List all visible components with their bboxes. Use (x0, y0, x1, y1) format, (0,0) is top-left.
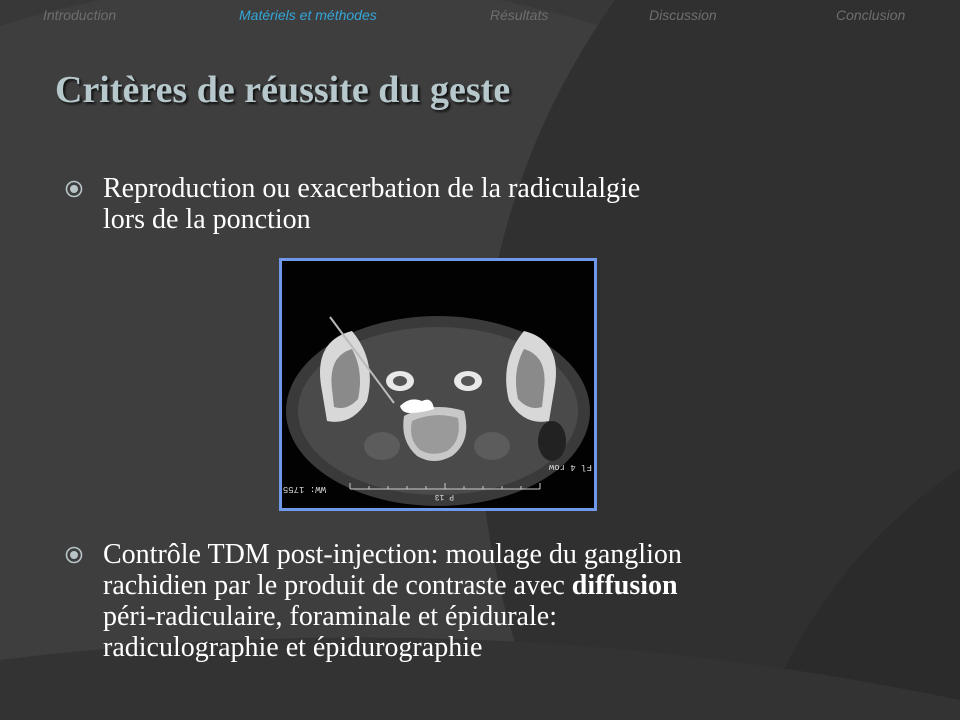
bullet-text-bold: diffusion (571, 570, 678, 601)
slide-title: Critères de réussite du geste (55, 69, 511, 111)
nav-item-discussion[interactable]: Discussion (649, 7, 717, 23)
bullet-text-segment: rachidien par le produit de contraste avec (103, 570, 572, 601)
bullet-text-line: Contrôle TDM post-injection: moulage du ganglion (103, 539, 682, 570)
bullet-text-line: lors de la ponction (103, 204, 311, 235)
section-navigation (0, 6, 960, 26)
ct-label-center: P 13 (434, 492, 454, 501)
nav-item-introduction[interactable]: Introduction (43, 7, 117, 23)
ct-label-right: Fl 4 row (548, 462, 592, 472)
bullet-marker-icon (65, 546, 83, 564)
bullet-item (103, 173, 823, 235)
bullet-text-line: péri-radiculaire, foraminale et épidurale: (103, 601, 557, 632)
bullet-text-line (103, 570, 843, 601)
bullet-text-line: radiculographie et épidurographie (103, 632, 483, 663)
bullet-text-line: Reproduction ou exacerbation de la radiculalgie (103, 173, 641, 204)
nav-item-resultats[interactable]: Résultats (490, 7, 549, 23)
bullet-item (103, 539, 843, 663)
nav-item-conclusion[interactable]: Conclusion (836, 7, 906, 23)
bullet-marker-icon (65, 180, 83, 198)
ct-label-left: WW: 1755 (282, 484, 326, 494)
nav-item-materiels-methodes[interactable]: Matériels et méthodes (239, 7, 377, 23)
ct-scan-image (279, 258, 597, 511)
